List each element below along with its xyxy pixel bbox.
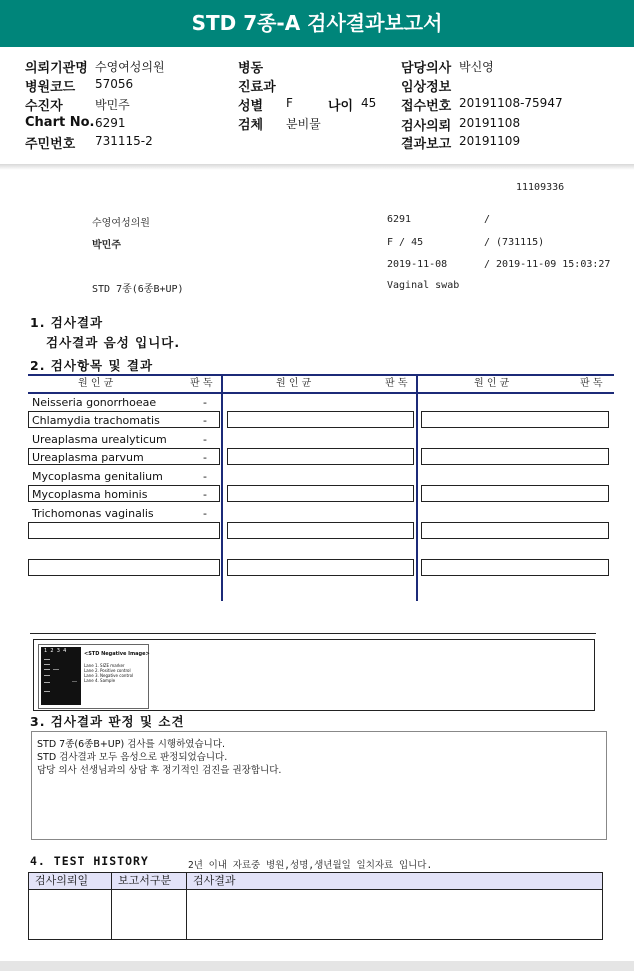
organism-result: -: [203, 488, 207, 501]
gel-band: [44, 675, 50, 676]
row-box: [421, 559, 609, 576]
report-title: STD 7종-A 검사결과보고서: [0, 0, 634, 47]
gel-lane-numbers: 1 2 3 4: [44, 648, 67, 654]
sheet-date-request: 2019-11-08: [387, 259, 448, 270]
sex-label: 성별: [238, 99, 264, 114]
doctor-value: 박신영: [459, 60, 494, 74]
patient-label: 수진자: [25, 99, 63, 114]
ward-label: 병동: [238, 61, 264, 76]
specimen-value: 분비물: [286, 117, 321, 131]
comment-line: STD 검사결과 모두 음성으로 판정되었습니다.: [37, 752, 228, 763]
history-col-request-date: 검사의뢰일: [28, 872, 112, 890]
col-organism-2: 원 인 균: [276, 378, 312, 389]
row-box: [227, 485, 414, 502]
row-box: [28, 522, 220, 539]
organism-name: Ureaplasma urealyticum: [32, 433, 167, 446]
hospital-value: 수영여성의원: [95, 60, 165, 74]
history-cell: [111, 889, 187, 940]
organism-name: Chlamydia trachomatis: [32, 414, 160, 427]
organism-name: Neisseria gonorrhoeae: [32, 396, 157, 409]
gel-band: [44, 669, 50, 670]
comment-box: [31, 731, 607, 840]
barcode-number: 11109336: [516, 182, 565, 193]
col-organism-3: 원 인 균: [474, 378, 510, 389]
section3-title: 3. 검사결과 판정 및 소견: [30, 714, 185, 729]
code-value: 57056: [95, 77, 134, 91]
gel-title: <STD Negative Image>: [84, 651, 150, 657]
history-col-report-type: 보고서구분: [111, 872, 187, 890]
organism-result: -: [203, 470, 207, 483]
organism-result: -: [203, 451, 207, 464]
col-result-3: 판 독: [580, 378, 603, 389]
organism-result: -: [203, 433, 207, 446]
sheet-patient: 박민주: [92, 240, 121, 251]
gel-band: [72, 681, 77, 682]
organism-result: -: [203, 507, 207, 520]
gel-divider: [30, 633, 596, 634]
history-col-result: 검사결과: [186, 872, 603, 890]
organism-name: Mycoplasma hominis: [32, 488, 148, 501]
specimen-label: 검체: [238, 118, 264, 133]
sheet-sex-age: F / 45: [387, 237, 424, 248]
row-box: [227, 559, 414, 576]
history-note: 2년 이내 자료중 병원,성명,생년월일 일치자료 입니다.: [188, 860, 433, 871]
patient-value: 박민주: [95, 98, 130, 112]
gel-band: [44, 682, 50, 683]
request-label: 검사의뢰: [401, 119, 452, 134]
organism-name: Ureaplasma parvum: [32, 451, 144, 464]
comment-line: 담당 의사 선생님과의 상담 후 정기적인 검진을 권장합니다.: [37, 765, 282, 776]
col-organism-1: 원 인 균: [78, 378, 114, 389]
gel-legend: Lane 4. Sample: [84, 678, 116, 683]
request-value: 20191108: [459, 116, 521, 130]
hospital-label: 의뢰기관명: [25, 61, 88, 76]
sheet-test-name: STD 7종(6종B+UP): [92, 284, 184, 295]
section1-title: 1. 검사결과: [30, 315, 104, 330]
row-box: [227, 522, 414, 539]
section1-result-text: 검사결과 음성 입니다.: [46, 335, 181, 350]
clinical-label: 임상정보: [401, 80, 452, 95]
sheet-slash: /: [484, 214, 491, 225]
row-box: [421, 522, 609, 539]
age-label: 나이: [328, 99, 354, 114]
row-box: [227, 411, 414, 428]
organism-result: -: [203, 396, 207, 409]
history-cell: [28, 889, 112, 940]
receipt-label: 접수번호: [401, 99, 452, 114]
organism-name: Mycoplasma genitalium: [32, 470, 163, 483]
organism-name: Trichomonas vaginalis: [32, 507, 154, 520]
chart-label: Chart No.: [25, 115, 95, 130]
rrn-value: 731115-2: [95, 134, 153, 148]
sheet-specimen: Vaginal swab: [387, 280, 460, 291]
history-table: [28, 872, 603, 940]
gel-band: [44, 664, 50, 665]
history-cell: [186, 889, 603, 940]
organism-result: -: [203, 414, 207, 427]
dept-label: 진료과: [238, 80, 276, 95]
comment-line: STD 7종(6종B+UP) 검사를 시행하였습니다.: [37, 739, 226, 750]
row-box: [227, 448, 414, 465]
row-box: [421, 411, 609, 428]
row-box: [28, 559, 220, 576]
col-result-1: 판 독: [190, 378, 213, 389]
gel-band: [44, 691, 50, 692]
gel-band: [44, 659, 50, 660]
rrn-label: 주민번호: [25, 137, 76, 152]
chart-value: 6291: [95, 116, 126, 130]
row-box: [421, 485, 609, 502]
gel-legend: Lane 2. Positive control: [84, 668, 131, 673]
doctor-label: 담당의사: [401, 61, 452, 76]
receipt-value: 20191108-75947: [459, 96, 563, 110]
page-footer: [0, 961, 634, 971]
code-label: 병원코드: [25, 80, 76, 95]
report-value: 20191109: [459, 134, 521, 148]
gel-image-frame: [33, 639, 595, 711]
sheet-hospital: 수영여성의원: [92, 218, 150, 229]
gel-band: [53, 669, 59, 670]
sheet-chart: 6291: [387, 214, 412, 225]
sheet-rrn: / (731115): [484, 237, 545, 248]
report-label: 결과보고: [401, 137, 452, 152]
section2-title: 2. 검사항목 및 결과: [30, 358, 154, 373]
gel-legend: Lane 1. SIZE marker: [84, 663, 125, 668]
sheet-date-report: / 2019-11-09 15:03:27: [484, 259, 611, 270]
section4-title: 4. TEST HISTORY: [30, 854, 149, 868]
gel-image: [38, 644, 149, 709]
col-result-2: 판 독: [385, 378, 408, 389]
row-box: [421, 448, 609, 465]
sex-value: F: [286, 96, 293, 110]
gel-lanes-image: [41, 647, 81, 705]
age-value: 45: [361, 96, 377, 110]
gel-legend: Lane 3. Negative control: [84, 673, 134, 678]
